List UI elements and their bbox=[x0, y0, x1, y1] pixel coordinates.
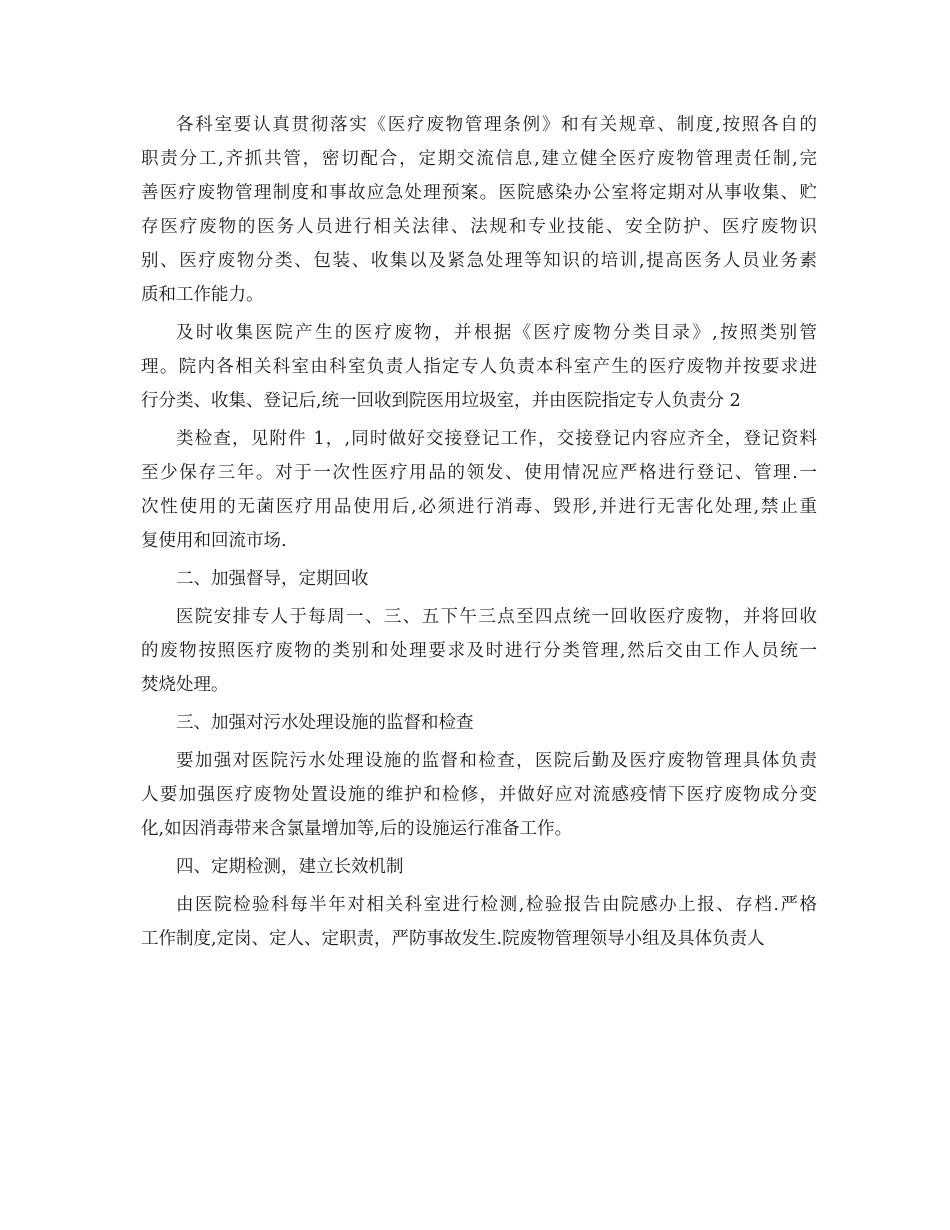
text-line: 的废物按照医疗废物的类别和处理要求及时进行分类管理,然后交由工作人员统一 bbox=[141, 641, 817, 661]
text-line: 行分类、收集、登记后,统一回收到院医用垃圾室，并由医院指定专人负责分 2 bbox=[141, 391, 741, 411]
paragraph-p1 bbox=[141, 108, 817, 312]
paragraph-p3 bbox=[141, 422, 817, 558]
text-line: 质和工作能力。 bbox=[141, 285, 264, 305]
paragraph-p9 bbox=[141, 888, 817, 956]
text-line: 要加强对医院污水处理设施的监督和检查，医院后勤及医疗废物管理具体负责 bbox=[176, 751, 817, 771]
text-line: 三、加强对污水处理设施的监督和检查 bbox=[176, 713, 474, 733]
text-line: 职责分工,齐抓共管，密切配合，定期交流信息,建立健全医疗废物管理责任制,完 bbox=[141, 149, 817, 169]
text-line: 由医院检验科每半年对相关科室进行检测,检验报告由院感办上报、存档.严格 bbox=[176, 895, 817, 915]
paragraph-p6 bbox=[141, 706, 817, 740]
paragraph-p7 bbox=[141, 744, 817, 846]
text-line: 类检查，见附件 1，,同时做好交接登记工作，交接登记内容应齐全，登记资料 bbox=[176, 429, 817, 449]
text-line: 次性使用的无菌医疗用品使用后,必须进行消毒、毁形,并进行无害化处理,禁止重 bbox=[141, 497, 817, 517]
text-line: 焚烧处理。 bbox=[141, 675, 229, 695]
text-line: 医院安排专人于每周一、三、五下午三点至四点统一回收医疗废物，并将回收 bbox=[176, 607, 817, 627]
paragraph-p5 bbox=[141, 600, 817, 702]
text-line: 存医疗废物的医务人员进行相关法律、法规和专业技能、安全防护、医疗废物识 bbox=[141, 217, 817, 237]
paragraph-p2 bbox=[141, 316, 817, 418]
text-line: 四、定期检测，建立长效机制 bbox=[176, 857, 404, 877]
text-line: 理。院内各相关科室由科室负责人指定专人负责本科室产生的医疗废物并按要求进 bbox=[141, 357, 817, 377]
text-line: 及时收集医院产生的医疗废物，并根据《医疗废物分类目录》,按照类别管 bbox=[176, 323, 817, 343]
text-line: 各科室要认真贯彻落实《医疗废物管理条例》和有关规章、制度,按照各自的 bbox=[176, 115, 817, 135]
paragraph-p8 bbox=[141, 850, 817, 884]
text-line: 工作制度,定岗、定人、定职责，严防事故发生.院废物管理领导小组及具体负责人 bbox=[141, 929, 765, 949]
paragraph-p4 bbox=[141, 562, 817, 596]
text-line: 化,如因消毒带来含氯量增加等,后的设施运行准备工作。 bbox=[141, 819, 573, 839]
text-line: 至少保存三年。对于一次性医疗用品的领发、使用情况应严格进行登记、管理.一 bbox=[141, 463, 817, 483]
document-body bbox=[141, 108, 817, 960]
text-line: 别、医疗废物分类、包装、收集以及紧急处理等知识的培训,提高医务人员业务素 bbox=[141, 251, 817, 271]
text-line: 复使用和回流市场. bbox=[141, 531, 287, 551]
text-line: 人要加强医疗废物处置设施的维护和检修，并做好应对流感疫情下医疗废物成分变 bbox=[141, 785, 817, 805]
text-line: 善医疗废物管理制度和事故应急处理预案。医院感染办公室将定期对从事收集、贮 bbox=[141, 183, 817, 203]
text-line: 二、加强督导，定期回收 bbox=[176, 569, 369, 589]
